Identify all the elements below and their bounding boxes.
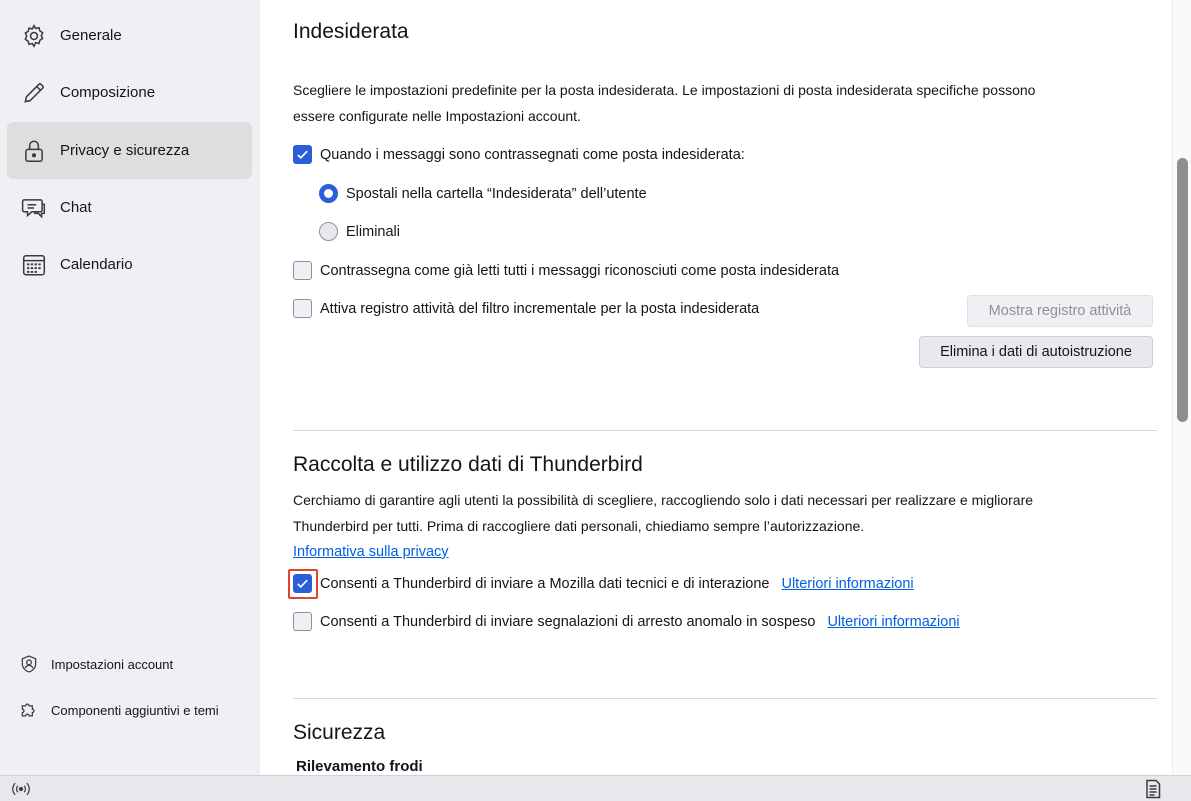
puzzle-icon [18, 699, 40, 721]
sidebar-item-label: Calendario [60, 256, 133, 273]
gear-icon [20, 22, 48, 50]
pencil-icon [20, 79, 48, 107]
delete-radio-label: Eliminali [346, 223, 400, 240]
junk-description-line2: essere configurate nelle Impostazioni account. [293, 108, 581, 124]
section-separator [293, 698, 1157, 699]
sidebar-item-label: Chat [60, 199, 92, 216]
online-status-icon[interactable] [11, 780, 31, 798]
sidebar-item-label: Generale [60, 27, 122, 44]
data-collection-description-line2: Thunderbird per tutti. Prima di raccogliere dati personali, chiediamo sempre l’autorizzazione. [293, 518, 865, 534]
telemetry-label: Consenti a Thunderbird di inviare a Mozilla dati tecnici e di interazione [320, 575, 770, 592]
calendar-icon [20, 251, 48, 279]
junk-delete-option[interactable] [319, 222, 400, 241]
sidebar-item-calendario[interactable] [7, 236, 252, 293]
mark-read-row[interactable] [293, 261, 839, 280]
junk-description-line1: Scegliere le impostazioni predefinite per la posta indesiderata. Le impostazioni di posta indesiderata specifiche possono [293, 82, 1036, 98]
junk-when-marked-checkbox[interactable] [293, 145, 312, 164]
junk-log-row[interactable] [293, 299, 759, 318]
telemetry-row[interactable] [293, 574, 914, 593]
sidebar [0, 0, 260, 775]
account-settings-link[interactable] [18, 653, 173, 675]
telemetry-learn-more-link[interactable]: Ulteriori informazioni [781, 575, 914, 592]
privacy-policy-link[interactable]: Informativa sulla privacy [293, 544, 449, 560]
data-collection-description-line1: Cerchiamo di garantire agli utenti la possibilità di scegliere, raccogliendo solo i dati necessari per realizzare e migliorare [293, 492, 1034, 508]
check-icon [295, 147, 310, 162]
junk-log-label: Attiva registro attività del filtro incrementale per la posta indesiderata [320, 300, 760, 317]
junk-description [293, 77, 1153, 129]
move-radio-label: Spostali nella cartella “Indesiderata” dell’utente [346, 185, 647, 202]
activity-manager-icon[interactable] [1144, 779, 1162, 799]
sidebar-item-chat[interactable] [7, 179, 252, 236]
crash-report-learn-more-link[interactable]: Ulteriori informazioni [827, 613, 960, 630]
mark-read-checkbox[interactable] [293, 261, 312, 280]
sidebar-item-label: Composizione [60, 84, 156, 101]
sidebar-item-generale[interactable] [7, 7, 252, 64]
reset-training-button[interactable]: Elimina i dati di autoistruzione [919, 336, 1153, 368]
account-icon [18, 653, 40, 675]
security-section-title: Sicurezza [293, 721, 386, 744]
lock-icon [20, 137, 48, 165]
scrollbar[interactable] [1172, 0, 1191, 775]
show-log-button[interactable]: Mostra registro attività [967, 295, 1153, 327]
junk-section-title: Indesiderata [293, 20, 409, 43]
sidebar-item-composizione[interactable] [7, 64, 252, 121]
addons-themes-label: Componenti aggiuntivi e temi [51, 702, 219, 718]
junk-log-checkbox[interactable] [293, 299, 312, 318]
status-bar [0, 775, 1191, 801]
junk-when-marked-label: Quando i messaggi sono contrassegnati come posta indesiderata: [320, 146, 745, 163]
mark-read-label: Contrassegna come già letti tutti i messaggi riconosciuti come posta indesiderata [320, 262, 840, 279]
data-collection-description [293, 487, 1153, 539]
crash-report-row[interactable] [293, 612, 960, 631]
preferences-content [260, 0, 1172, 775]
scrollbar-thumb[interactable] [1177, 158, 1188, 422]
check-icon [295, 576, 310, 591]
telemetry-checkbox[interactable] [293, 574, 312, 593]
fraud-detection-heading: Rilevamento frodi [296, 758, 423, 775]
section-separator [293, 430, 1157, 431]
sidebar-item-privacy[interactable] [7, 122, 252, 179]
sidebar-item-label: Privacy e sicurezza [60, 142, 190, 159]
data-collection-title: Raccolta e utilizzo dati di Thunderbird [293, 453, 643, 476]
move-radio[interactable] [319, 184, 338, 203]
junk-move-option[interactable] [319, 184, 647, 203]
junk-when-marked-row[interactable] [293, 145, 745, 164]
crash-report-checkbox[interactable] [293, 612, 312, 631]
chat-icon [20, 194, 48, 222]
account-settings-label: Impostazioni account [51, 656, 174, 672]
delete-radio[interactable] [319, 222, 338, 241]
crash-report-label: Consenti a Thunderbird di inviare segnalazioni di arresto anomalo in sospeso [320, 613, 816, 630]
addons-themes-link[interactable] [18, 699, 219, 721]
